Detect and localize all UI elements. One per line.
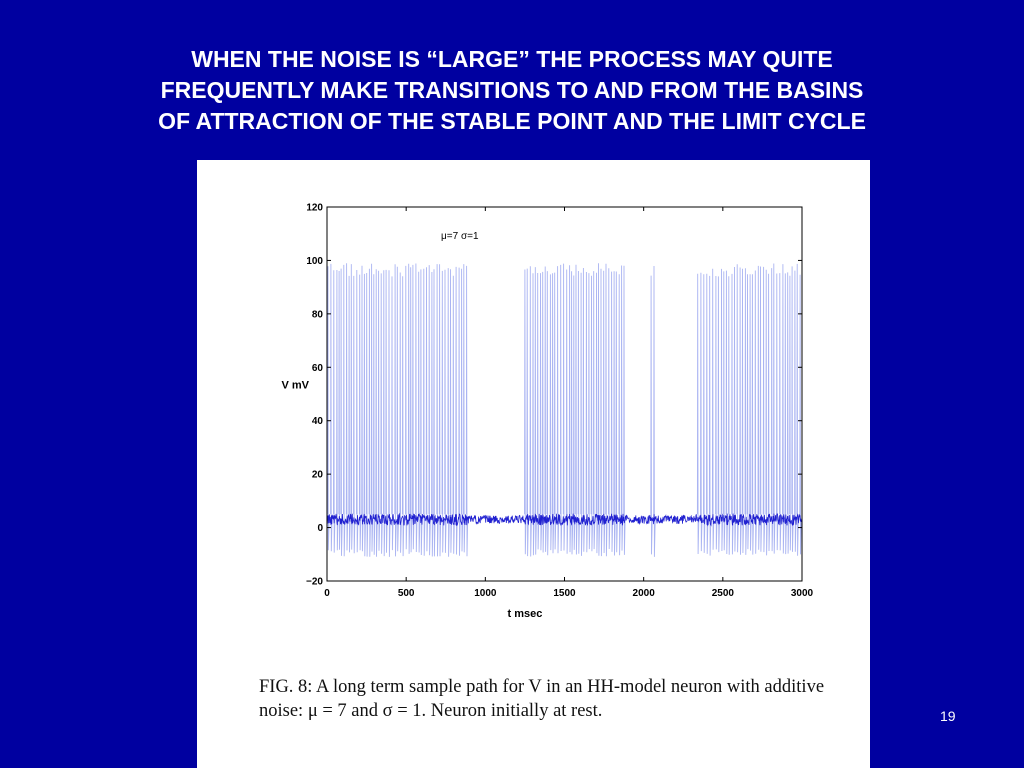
x-tick-label: 2000 <box>632 588 655 599</box>
spike-trace <box>328 263 802 557</box>
y-tick-label: 0 <box>317 523 323 535</box>
y-tick-label: 120 <box>306 202 323 214</box>
title-line-1: WHEN THE NOISE IS “LARGE” THE PROCESS MAY QUITE <box>191 46 833 72</box>
title-line-3: OF ATTRACTION OF THE STABLE POINT AND THE LIMIT CYCLE <box>158 108 866 134</box>
y-tick-label: 80 <box>311 309 323 321</box>
x-tick-label: 1000 <box>474 588 497 599</box>
x-tick-label: 0 <box>324 588 330 599</box>
y-tick-label: 100 <box>306 255 323 267</box>
trace-layer <box>327 263 802 557</box>
y-axis-label: V mV <box>281 379 309 392</box>
parameter-annotation: μ=7 σ=1 <box>441 231 479 243</box>
x-axis-label: t msec <box>507 608 543 620</box>
y-tick-label: 20 <box>311 469 323 481</box>
x-tick-label: 3000 <box>790 588 814 599</box>
y-tick-label: −20 <box>306 576 323 588</box>
figure-caption: FIG. 8: A long term sample path for V in an HH-model neuron with additive noise: μ = 7 and σ = 1. Neuron initially at rest. <box>259 677 825 721</box>
voltage-trace-chart <box>197 160 870 660</box>
slide-number: 19 <box>940 708 956 724</box>
slide-title <box>40 44 984 137</box>
x-tick-label: 2500 <box>711 588 734 599</box>
y-tick-label: 60 <box>311 362 323 374</box>
figure-panel <box>197 160 870 768</box>
y-tick-label: 40 <box>311 416 323 428</box>
x-tick-label: 500 <box>397 588 415 599</box>
x-tick-label: 1500 <box>553 588 576 599</box>
title-line-2: FREQUENTLY MAKE TRANSITIONS TO AND FROM THE BASINS <box>160 77 864 103</box>
